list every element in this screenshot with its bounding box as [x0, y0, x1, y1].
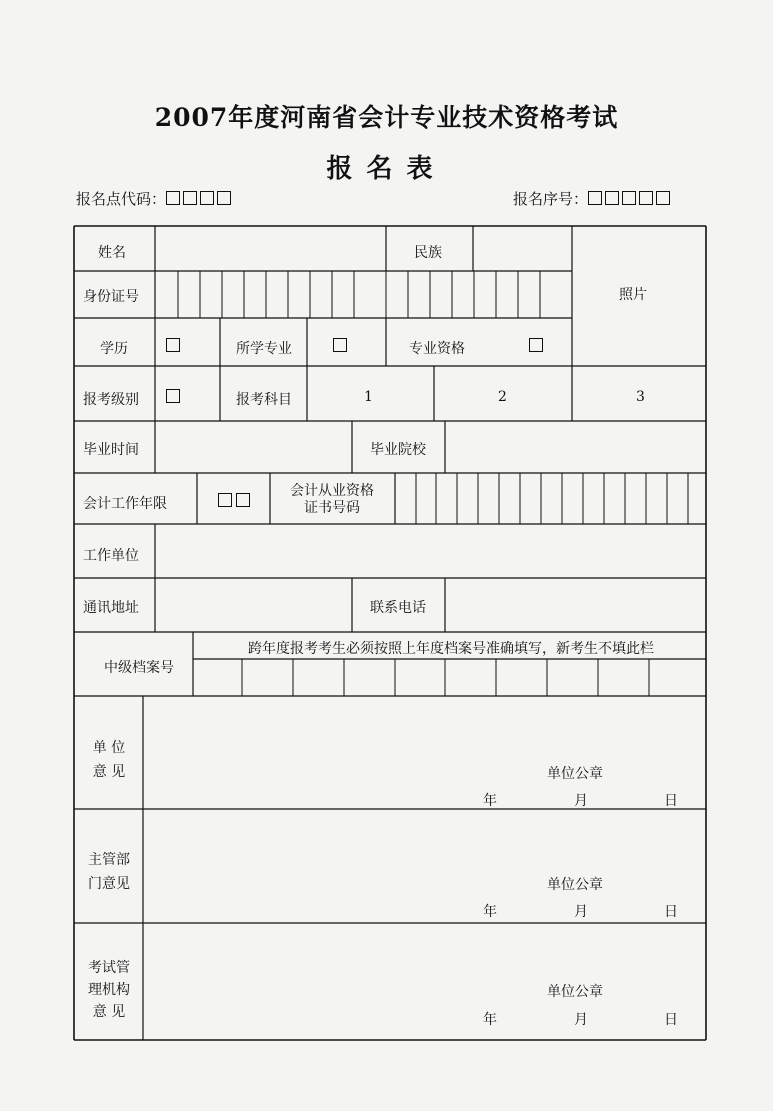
qualification-checkbox[interactable]: [529, 338, 543, 352]
archive-note: 跨年度报考考生必须按照上年度档案号准确填写，新考生不填此栏: [248, 641, 654, 657]
opinion-label-line: 考试管: [88, 960, 130, 976]
major-checkbox[interactable]: [333, 338, 347, 352]
date-month: 月: [574, 1012, 588, 1028]
opinion-label-line: 理机构: [88, 982, 130, 998]
opinion-label-line: 主管部: [88, 852, 130, 868]
date-day: 日: [664, 1012, 678, 1028]
opinion-label-line: 单 位: [92, 740, 126, 756]
date-day: 日: [664, 904, 678, 920]
date-year: 年: [483, 1012, 497, 1028]
exam-level-checkbox[interactable]: [166, 389, 180, 403]
label-phone: 联系电话: [370, 600, 426, 616]
label-name: 姓名: [98, 245, 126, 261]
cert-label-line: 证书号码: [304, 500, 360, 516]
opinion-exam-admin-label: [76, 957, 142, 1023]
label-cert-number: [272, 483, 392, 517]
label-ethnicity: 民族: [414, 245, 442, 261]
label-exam-level: 报考级别: [83, 392, 139, 408]
photo-label: 照片: [619, 287, 647, 303]
opinion-unit-label: [76, 736, 142, 784]
subject-3[interactable]: 3: [636, 389, 645, 405]
date-day: 日: [664, 793, 678, 809]
label-address: 通讯地址: [83, 600, 139, 616]
serial-label: 报名序号：: [513, 190, 589, 208]
date-year: 年: [483, 793, 497, 809]
date-month: 月: [574, 793, 588, 809]
label-archive-number: 中级档案号: [104, 660, 174, 676]
form-title: 2007年度河南省会计专业技术资格考试: [154, 103, 619, 132]
site-code-label: 报名点代码：: [76, 190, 167, 208]
date-month: 月: [574, 904, 588, 920]
unit-seal-label: 单位公章: [547, 766, 603, 782]
label-major: 所学专业: [236, 341, 292, 357]
opinion-dept-label: [76, 848, 142, 896]
opinion-label-line: 门意见: [88, 876, 130, 892]
label-qualification: 专业资格: [409, 341, 465, 357]
label-employer: 工作单位: [83, 548, 139, 564]
date-year: 年: [483, 904, 497, 920]
unit-seal-label: 单位公章: [547, 984, 603, 1000]
opinion-label-line: 意 见: [92, 1004, 126, 1020]
subject-2[interactable]: 2: [498, 389, 507, 405]
unit-seal-label: 单位公章: [547, 877, 603, 893]
form-subtitle: 报名表: [326, 154, 447, 184]
opinion-label-line: 意 见: [92, 764, 126, 780]
work-years-box[interactable]: [218, 493, 232, 507]
education-checkbox[interactable]: [166, 338, 180, 352]
label-exam-subject: 报考科目: [236, 392, 292, 408]
label-id-number: 身份证号: [83, 289, 139, 305]
label-grad-school: 毕业院校: [370, 442, 426, 458]
label-education: 学历: [100, 341, 128, 357]
label-work-years: 会计工作年限: [83, 496, 167, 512]
cert-label-line: 会计从业资格: [290, 483, 374, 499]
label-grad-time: 毕业时间: [83, 442, 139, 458]
subject-1[interactable]: 1: [364, 389, 373, 405]
work-years-box[interactable]: [236, 493, 250, 507]
